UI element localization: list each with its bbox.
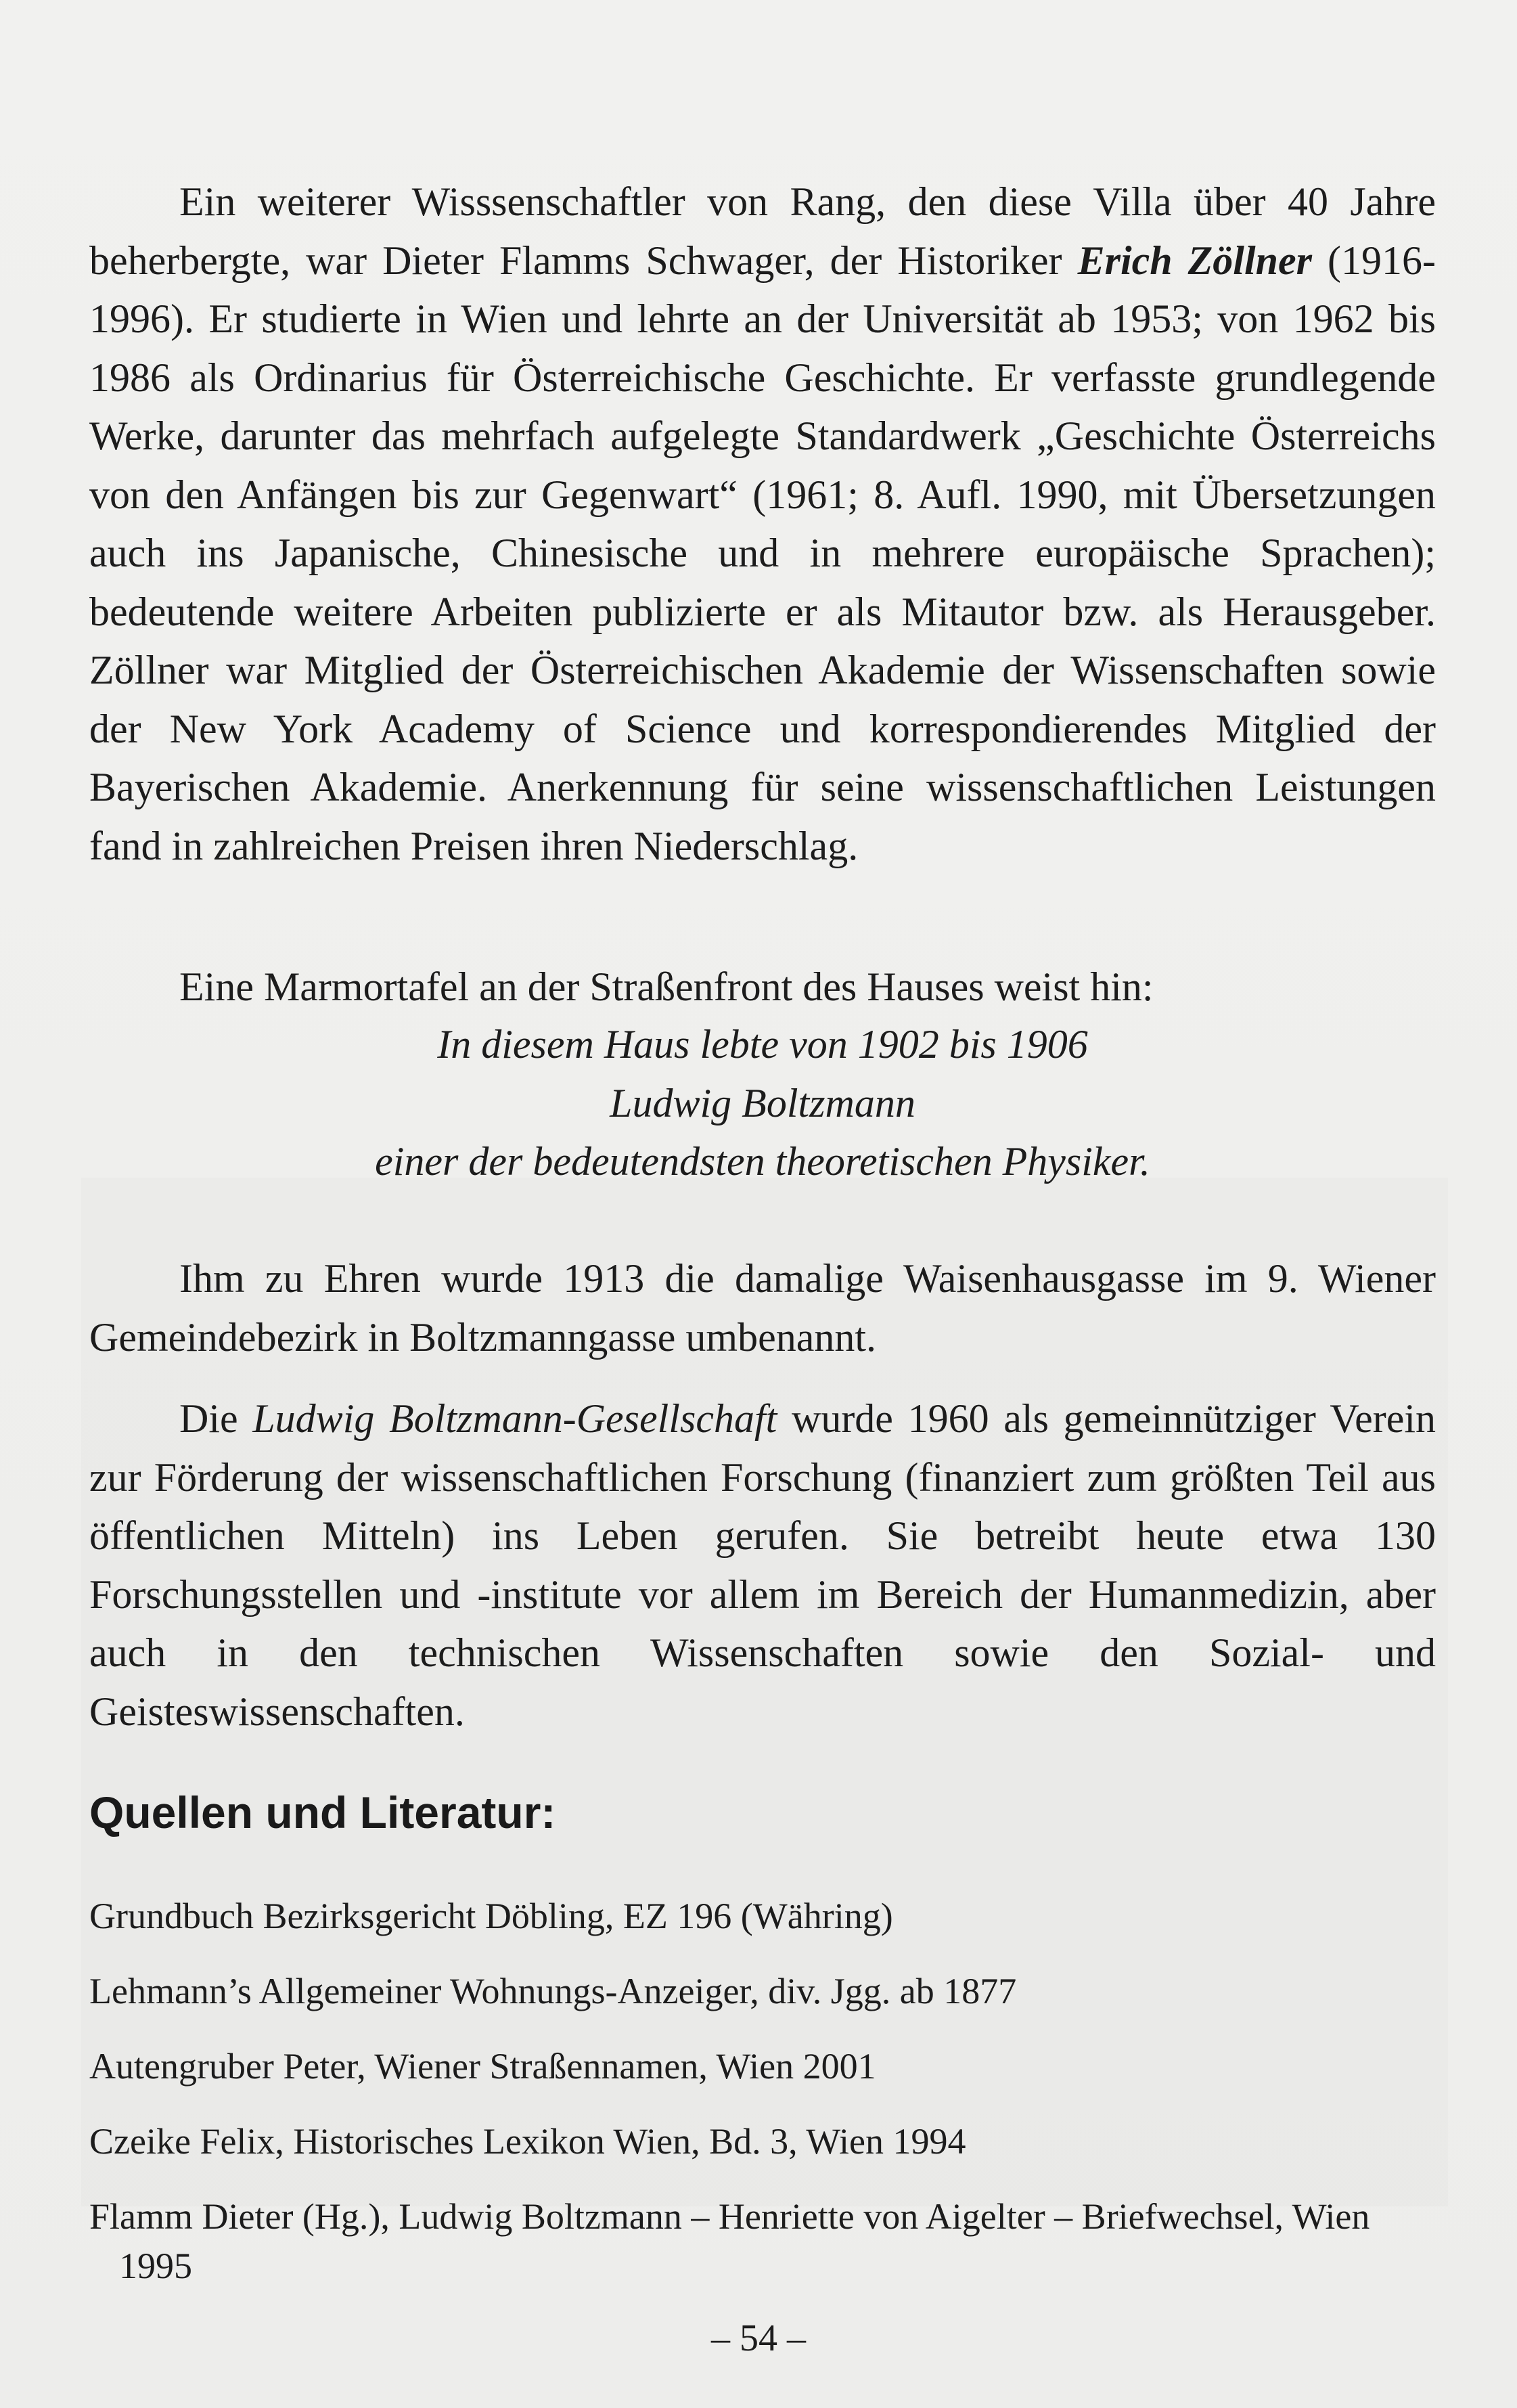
paragraph-society-body: wurde 1960 als gemeinnütziger Verein zur Förderung der wissenschaftlichen Forschung (finanziert zum größten Teil aus öffentlichen Mitteln) ins Leben gerufen. Sie betreibt heute etwa 130 Forschungsstellen und -institute vor allem im Bereich der Humanmedizin, aber auch in den technischen Wissenschaften sowie den Sozial- und Geisteswissenschaften.	[89, 1396, 1436, 1734]
name-erich-zoellner: Erich Zöllner	[1077, 238, 1312, 283]
inscription-line-1: In diesem Haus lebte von 1902 bis 1906	[437, 1022, 1088, 1067]
inscription-line-2: Ludwig Boltzmann	[610, 1080, 915, 1125]
paragraph-boltzmann-society	[89, 1389, 1436, 1741]
sources-list	[89, 1892, 1436, 2317]
paragraph-zoellner-body: (1916-1996). Er studierte in Wien und lehrte an der Universität ab 1953; von 1962 bis 1986 als Ordinarius für Österreichische Geschichte. Er verfasste grundlegende Werke, darunter das mehrfach aufgelegte Standardwerk „Geschichte Österreichs von den Anfängen bis zur Gegenwart“ (1961; 8. Aufl. 1990, mit Übersetzungen auch ins Japanische, Chinesische und in mehrere europäische Sprachen); bedeutende weitere Arbeiten publizierte er als Mitautor bzw. als Herausgeber. Zöllner war Mitglied der Österreichischen Akademie der Wissenschaften sowie der New York Academy of Science und korrespondierendes Mitglied der Bayerischen Akademie. Anerkennung für seine wissenschaftlichen Leistungen fand in zahlreichen Preisen ihren Niederschlag.	[89, 238, 1436, 868]
sources-heading: Quellen und Literatur:	[89, 1787, 556, 1837]
inscription-line-3: einer der bedeutendsten theoretischen Physiker.	[375, 1139, 1150, 1184]
source-item: Lehmann’s Allgemeiner Wohnungs-Anzeiger, div. Jgg. ab 1877	[89, 1971, 1017, 2011]
name-boltzmann-gesellschaft: Ludwig Boltzmann-Gesellschaft	[252, 1396, 777, 1441]
paragraph-society-lead: Die	[179, 1396, 253, 1441]
page-number: – 54 –	[711, 2317, 806, 2359]
source-item: Flamm Dieter (Hg.), Ludwig Boltzmann – Henriette von Aigelter – Briefwechsel, Wien 1995	[89, 2196, 1370, 2286]
paragraph-zoellner	[89, 173, 1436, 875]
paragraph-street-renaming: Ihm zu Ehren wurde 1913 die damalige Waisenhausgasse im 9. Wiener Gemeindebezirk in Boltzmanngasse umbenannt.	[89, 1256, 1436, 1360]
source-item: Czeike Felix, Historisches Lexikon Wien, Bd. 3, Wien 1994	[89, 2121, 966, 2162]
plaque-inscription	[89, 1015, 1436, 1191]
paragraph-zoellner-lead: Ein weiterer Wisssenschaftler von Rang, den diese Villa über 40 Jahre beherbergte, war Dieter Flamms Schwager, der Historiker	[89, 179, 1436, 283]
source-item: Grundbuch Bezirksgericht Döbling, EZ 196 (Währing)	[89, 1896, 893, 1936]
source-item: Autengruber Peter, Wiener Straßennamen, Wien 2001	[89, 2046, 876, 2087]
paragraph-marble-plaque: Eine Marmortafel an der Straßenfront des Hauses weist hin:	[179, 964, 1154, 1009]
